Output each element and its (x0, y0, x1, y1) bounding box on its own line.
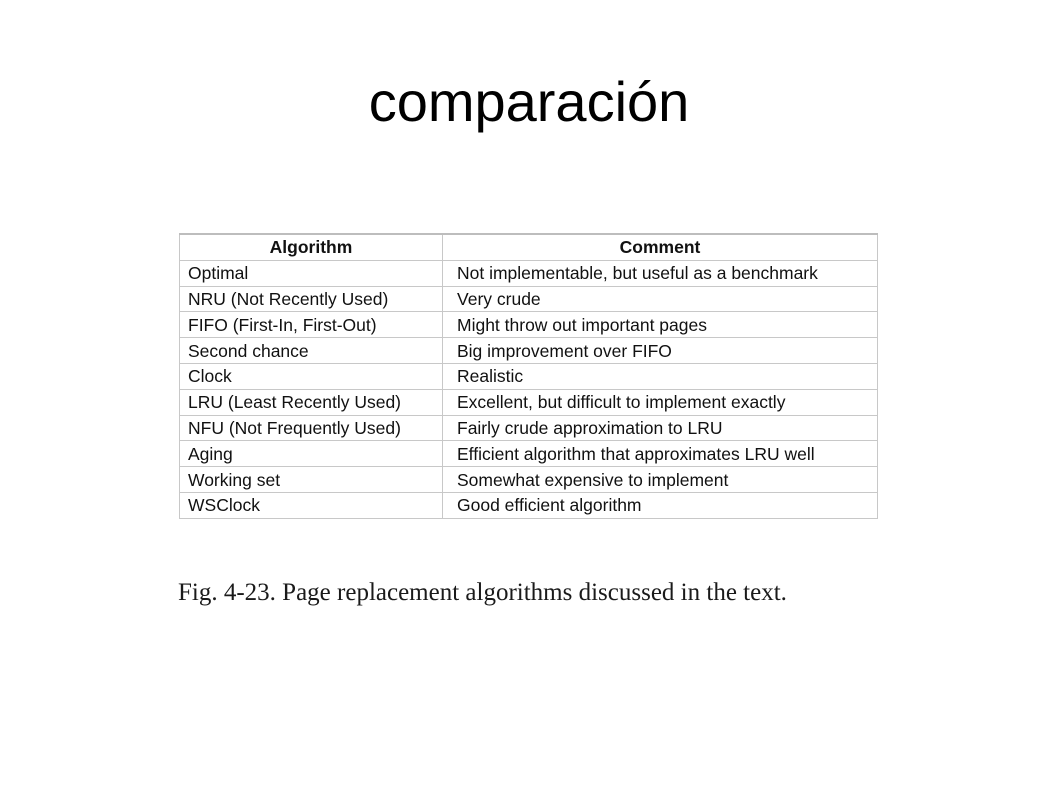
algorithms-table (179, 233, 878, 519)
table-row (180, 441, 878, 467)
comment-column-header: Comment (443, 234, 878, 260)
comment-cell: Fairly crude approximation to LRU (443, 415, 878, 441)
table-row (180, 338, 878, 364)
table-row (180, 389, 878, 415)
algorithm-cell: WSClock (180, 492, 443, 518)
algorithm-column-header: Algorithm (180, 234, 443, 260)
algorithm-cell: Aging (180, 441, 443, 467)
comment-cell: Might throw out important pages (443, 312, 878, 338)
algorithm-cell: Working set (180, 467, 443, 493)
algorithm-cell: FIFO (First-In, First-Out) (180, 312, 443, 338)
algorithm-cell: Clock (180, 363, 443, 389)
table-row (180, 312, 878, 338)
comment-cell: Very crude (443, 286, 878, 312)
algorithm-cell: Second chance (180, 338, 443, 364)
table-row (180, 363, 878, 389)
comment-cell: Realistic (443, 363, 878, 389)
slide-title: comparación (368, 70, 690, 133)
table-row (180, 467, 878, 493)
comment-cell: Efficient algorithm that approximates LRU well (443, 441, 878, 467)
table-row (180, 492, 878, 518)
comment-cell: Big improvement over FIFO (443, 338, 878, 364)
algorithm-cell: NFU (Not Frequently Used) (180, 415, 443, 441)
algorithm-cell: LRU (Least Recently Used) (180, 389, 443, 415)
comment-cell: Not implementable, but useful as a benchmark (443, 260, 878, 286)
figure-caption: Fig. 4-23. Page replacement algorithms discussed in the text. (178, 579, 787, 606)
algorithm-cell: NRU (Not Recently Used) (180, 286, 443, 312)
comment-cell: Somewhat expensive to implement (443, 467, 878, 493)
comment-cell: Good efficient algorithm (443, 492, 878, 518)
table-row (180, 260, 878, 286)
comment-cell: Excellent, but difficult to implement exactly (443, 389, 878, 415)
table-row (180, 286, 878, 312)
table-header-row (180, 234, 878, 260)
algorithm-cell: Optimal (180, 260, 443, 286)
table-row (180, 415, 878, 441)
algorithms-table-container (179, 233, 877, 517)
